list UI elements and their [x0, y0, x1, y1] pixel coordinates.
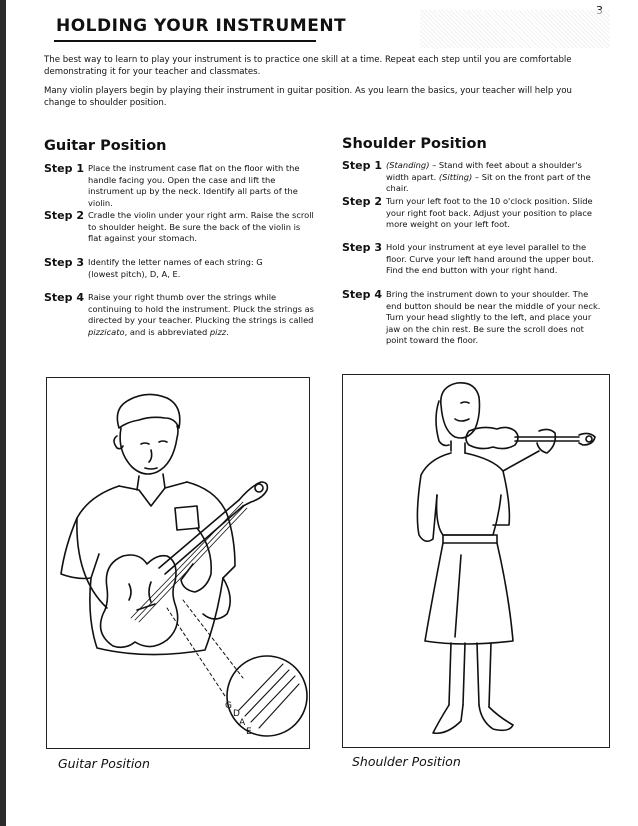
step-text	[88, 292, 316, 338]
title-underline	[54, 40, 316, 42]
step-text-part: – Sit on the front part of the chair.	[386, 171, 591, 193]
guitar-heading: Guitar Position	[44, 138, 167, 154]
guitar-step-1	[44, 163, 316, 209]
step-label: Step 2	[44, 209, 84, 222]
step-text-part: – Stand with feet about a shoulder's width apart.	[386, 160, 582, 182]
shoulder-step-1	[342, 160, 604, 195]
string-label-e: E	[246, 727, 252, 737]
standing-term: (Standing)	[386, 160, 430, 170]
step-text	[386, 160, 604, 195]
step-text-part: Raise your right thumb over the strings while continuing to hold the instrument. Pluck the strings as directed by your teacher. Plucking the strings is called	[88, 292, 314, 325]
pizz-abbreviation: pizz	[209, 326, 227, 337]
step-text: Bring the instrument down to your shoulder. The end button should be near the middle of your neck. Turn your head slightly to the left, and place your jaw on the chin rest. Be sure the scroll does not point toward the floor.	[386, 289, 601, 345]
header-texture	[420, 10, 610, 48]
page-left-border	[0, 0, 6, 826]
intro-paragraph-2: Many violin players begin by playing their instrument in guitar position. As you learn the basics, your teacher will help you change to shoulder position.	[44, 86, 572, 108]
step-text: Turn your left foot to the 10 o'clock position. Slide your right foot back. Adjust your position to place more weight on your left foot.	[386, 196, 593, 229]
step-label: Step 1	[342, 159, 382, 172]
guitar-step-2	[44, 210, 316, 245]
step-label: Step 2	[342, 195, 382, 208]
violin-body	[101, 555, 178, 647]
guitar-position-illustration	[46, 377, 310, 749]
guitar-step-3	[44, 257, 284, 280]
string-label-a: A	[239, 718, 246, 728]
shoulder-caption: Shoulder Position	[352, 754, 461, 769]
intro-paragraph-1: The best way to learn to play your instrument is to practice one skill at a time. Repeat each step until you are comfortable demonstrating it for your teacher and classmates.	[44, 55, 572, 77]
step-text-part: , and is abbreviated	[124, 326, 210, 337]
hair	[436, 401, 449, 446]
hair	[117, 394, 179, 428]
step-text: Cradle the violin under your right arm. Raise the scroll to shoulder height. Be sure the back of the violin is flat against your stomach.	[88, 210, 314, 243]
page-title: HOLDING YOUR INSTRUMENT	[56, 16, 347, 36]
shoulder-heading: Shoulder Position	[342, 136, 487, 152]
shoulder-step-3	[342, 242, 604, 277]
step-text: Identify the letter names of each string: G (lowest pitch), D, A, E.	[88, 257, 263, 279]
step-text: Place the instrument case flat on the floor with the handle facing you. Open the case and lift the instrument up by the neck. Identify all parts of the violin.	[88, 163, 300, 208]
step-label: Step 4	[342, 288, 382, 301]
step-label: Step 1	[44, 162, 84, 175]
shoulder-step-2	[342, 196, 604, 231]
step-label: Step 3	[44, 256, 84, 269]
step-label: Step 3	[342, 241, 382, 254]
guitar-player-drawing	[47, 378, 309, 748]
string-label-g: G	[225, 701, 232, 711]
step-text-part: .	[226, 326, 229, 337]
shoulder-position-illustration	[342, 374, 610, 748]
guitar-step-4	[44, 292, 316, 338]
shoulder-player-drawing	[343, 375, 609, 747]
pizzicato-term: pizzicato	[88, 326, 125, 337]
guitar-caption: Guitar Position	[58, 756, 150, 771]
sitting-term: (Sitting)	[438, 171, 473, 182]
shoulder-step-4	[342, 289, 604, 347]
step-text: Hold your instrument at eye level parallel to the floor. Curve your left hand around the upper bout. Find the end button with your right hand.	[386, 242, 594, 275]
belt	[443, 535, 497, 543]
string-label-d: D	[233, 709, 240, 719]
step-label: Step 4	[44, 291, 84, 304]
